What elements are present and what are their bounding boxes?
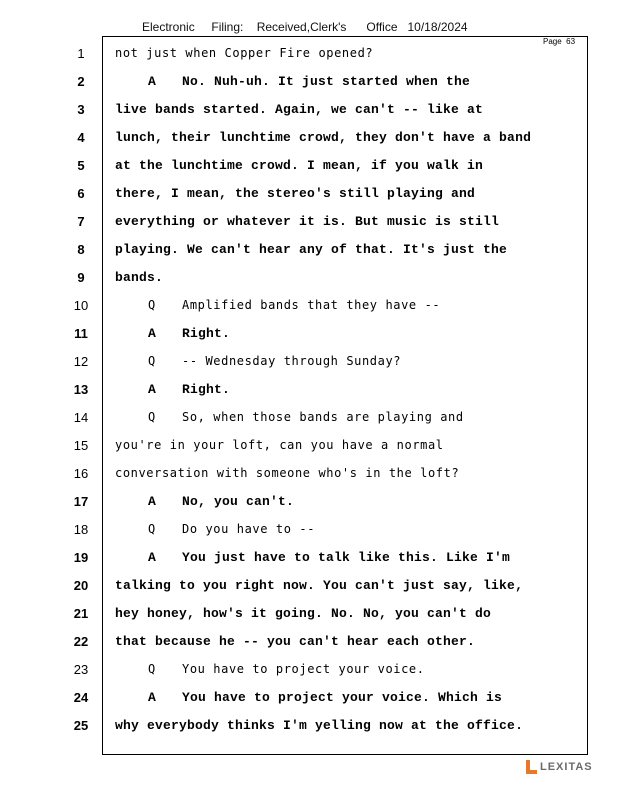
line-content: Right. [182, 326, 231, 341]
line-number: 18 [73, 522, 89, 537]
line-number: 13 [73, 382, 89, 397]
transcript-line [0, 574, 618, 602]
transcript-line [0, 658, 618, 686]
line-content: that because he -- you can't hear each other. [115, 634, 476, 649]
line-number: 12 [73, 354, 89, 369]
line-content: hey honey, how's it going. No. No, you can't do [115, 606, 492, 621]
speaker-label: A [148, 550, 157, 565]
transcript-line [0, 602, 618, 630]
line-content: So, when those bands are playing and [182, 410, 464, 424]
filing-stamp: Electronic Filing: Received,Clerk's Office 10/18/2024 [142, 20, 468, 34]
line-text [115, 214, 499, 229]
lexitas-logo-text: LEXITAS [540, 761, 593, 773]
transcript-line [0, 490, 618, 518]
line-content: You have to project your voice. [182, 662, 425, 676]
page-number: Page 63 [543, 37, 576, 46]
line-content: lunch, their lunchtime crowd, they don't have a band [115, 130, 532, 145]
transcript-line [0, 42, 618, 70]
transcript-line [0, 630, 618, 658]
line-number: 16 [73, 466, 89, 481]
line-text [148, 410, 464, 424]
transcript-line [0, 462, 618, 490]
line-text [148, 522, 315, 536]
transcript-line [0, 154, 618, 182]
line-number: 20 [73, 578, 89, 593]
line-text [148, 662, 425, 676]
speaker-label: A [148, 74, 157, 89]
line-number: 17 [73, 494, 89, 509]
speaker-label: Q [148, 354, 156, 368]
speaker-label: A [148, 382, 157, 397]
transcript-line [0, 714, 618, 742]
speaker-label: A [148, 690, 157, 705]
line-text [115, 242, 507, 257]
transcript-line [0, 98, 618, 126]
line-content: Do you have to -- [182, 522, 316, 536]
transcript-line [0, 518, 618, 546]
transcript-line [0, 322, 618, 350]
line-text [115, 270, 163, 285]
line-text [148, 690, 502, 705]
lexitas-logo-icon [524, 759, 538, 775]
line-number: 25 [73, 718, 89, 733]
line-text [115, 130, 531, 145]
line-text [148, 550, 510, 565]
line-text [115, 718, 523, 733]
line-content: why everybody thinks I'm yelling now at the office. [115, 718, 524, 733]
transcript-line [0, 210, 618, 238]
line-number: 4 [77, 130, 85, 145]
line-number: 1 [77, 46, 85, 61]
line-number: 23 [73, 662, 89, 677]
line-content: there, I mean, the stereo's still playing and [115, 186, 476, 201]
line-content: at the lunchtime crowd. I mean, if you walk in [115, 158, 484, 173]
transcript-line [0, 182, 618, 210]
line-text [148, 74, 470, 89]
line-content: everything or whatever it is. But music is still [115, 214, 500, 229]
line-text [115, 634, 475, 649]
line-text [115, 186, 475, 201]
line-number: 3 [77, 102, 85, 117]
line-text [148, 382, 230, 397]
line-number: 22 [73, 634, 89, 649]
line-content: playing. We can't hear any of that. It's just the [115, 242, 508, 257]
line-number: 21 [73, 606, 89, 621]
speaker-label: Q [148, 522, 156, 536]
line-content: not just when Copper Fire opened? [115, 46, 374, 60]
line-text [115, 102, 483, 117]
line-text [148, 494, 294, 509]
line-number: 6 [77, 186, 85, 201]
line-content: -- Wednesday through Sunday? [182, 354, 402, 368]
line-content: you're in your loft, can you have a normal [115, 438, 444, 452]
transcript-line [0, 350, 618, 378]
line-content: Right. [182, 382, 231, 397]
line-content: conversation with someone who's in the loft? [115, 466, 460, 480]
speaker-label: Q [148, 298, 156, 312]
transcript-line [0, 70, 618, 98]
line-number: 14 [73, 410, 89, 425]
line-text [148, 326, 230, 341]
line-content: live bands started. Again, we can't -- like at [115, 102, 484, 117]
line-text [115, 578, 523, 593]
line-text [115, 466, 459, 480]
line-number: 24 [73, 690, 89, 705]
line-text [115, 46, 373, 60]
line-number: 11 [74, 326, 88, 341]
line-number: 2 [77, 74, 85, 89]
line-number: 19 [73, 550, 89, 565]
line-content: bands. [115, 270, 164, 285]
line-content: No, you can't. [182, 494, 295, 509]
line-number: 7 [77, 214, 85, 229]
transcript-line [0, 126, 618, 154]
line-content: talking to you right now. You can't just say, like, [115, 578, 524, 593]
line-text [115, 158, 483, 173]
line-number: 9 [77, 270, 85, 285]
line-text [148, 354, 401, 368]
line-number: 10 [73, 298, 89, 313]
line-text [115, 438, 444, 452]
transcript-line [0, 686, 618, 714]
line-text [148, 298, 440, 312]
lexitas-logo [524, 758, 593, 776]
transcript-line [0, 266, 618, 294]
line-text [115, 606, 491, 621]
transcript-line [0, 546, 618, 574]
line-content: Amplified bands that they have -- [182, 298, 441, 312]
line-number: 8 [77, 242, 85, 257]
transcript-line [0, 378, 618, 406]
speaker-label: A [148, 494, 157, 509]
line-content: No. Nuh-uh. It just started when the [182, 74, 471, 89]
transcript-line [0, 294, 618, 322]
speaker-label: Q [148, 662, 156, 676]
speaker-label: A [148, 326, 157, 341]
line-content: You just have to talk like this. Like I'm [182, 550, 511, 565]
transcript-line [0, 406, 618, 434]
speaker-label: Q [148, 410, 156, 424]
transcript-line [0, 238, 618, 266]
line-content: You have to project your voice. Which is [182, 690, 503, 705]
transcript-line [0, 434, 618, 462]
line-number: 15 [73, 438, 89, 453]
line-number: 5 [77, 158, 85, 173]
